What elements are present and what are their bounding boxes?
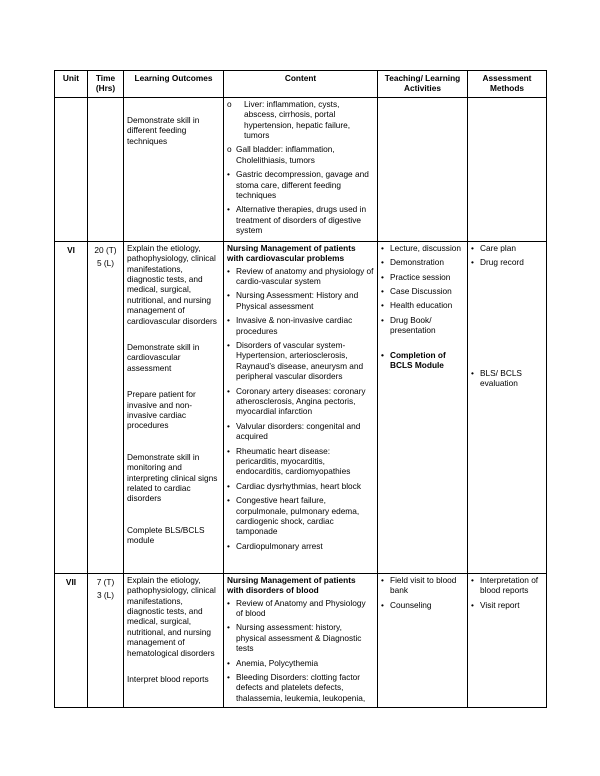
bullet-icon: • xyxy=(227,339,230,350)
bullet-icon: • xyxy=(471,599,474,610)
outcome-text: Demonstrate skill in cardiovascular assessment xyxy=(127,341,200,373)
syllabus-table xyxy=(54,70,547,708)
header-learning-outcomes: Learning Outcomes xyxy=(124,71,224,98)
bullet-icon: • xyxy=(381,574,384,585)
content-item: • Review of Anatomy and Physiology of blood xyxy=(227,597,366,618)
teaching-item: • Lecture, discussion xyxy=(381,242,462,253)
content-item: • Rheumatic heart disease: pericarditis, myocarditis, endocarditis, cardiomyopathies xyxy=(227,445,351,477)
row-unit-vi xyxy=(55,241,547,573)
bullet-icon: • xyxy=(227,315,230,326)
bullet-icon: • xyxy=(381,285,384,296)
content-item: • Review of anatomy and physiology of cardio-vascular system xyxy=(227,265,374,286)
content-item: • Anemia, Polycythemia xyxy=(227,657,319,668)
bullet-icon: • xyxy=(471,367,474,378)
content-item: • Alternative therapies, drugs used in treatment of disorders of digestive system xyxy=(227,204,367,236)
assessment-item: • Drug record xyxy=(471,257,524,268)
bullet-icon: • xyxy=(227,622,230,633)
circle-marker-icon: o xyxy=(227,98,232,109)
cell-teaching xyxy=(378,241,468,573)
content-item: • Cardiopulmonary arrest xyxy=(227,540,323,551)
teaching-item: • Health education xyxy=(381,300,453,311)
cell-unit-empty xyxy=(55,97,88,241)
unit-number: VII xyxy=(55,573,88,707)
outcome-text: Interpret blood reports xyxy=(127,673,209,684)
header-content: Content xyxy=(224,71,378,98)
content-item: • Cardiac dysrhythmias, heart block xyxy=(227,480,361,491)
bullet-icon: • xyxy=(381,242,384,253)
bullet-icon: • xyxy=(227,671,230,682)
header-time: Time (Hrs) xyxy=(88,71,124,98)
outcome-text: Complete BLS/BCLS module xyxy=(127,524,205,546)
circle-marker-icon: o xyxy=(227,144,232,155)
time-theory: 20 (T) xyxy=(94,244,117,255)
bullet-icon: • xyxy=(381,349,384,360)
cell-outcomes xyxy=(124,241,224,573)
content-item: • Bleeding Disorders: clotting factor defects and platelets defects, thalassemia, leukemia, leukopenia, xyxy=(227,671,366,703)
content-item: • Coronary artery diseases: coronary atherosclerosis, Angina pectoris, myocardial infarction xyxy=(227,385,366,417)
outcome-text: Demonstrate skill in monitoring and interpreting clinical signs related to cardiac disorders xyxy=(127,451,218,504)
bullet-icon: • xyxy=(381,599,384,610)
outcome-text: Explain the etiology, pathophysiology, clinical manifestations, diagnostic tests, and medical, surgical, nutritional, and nursing management of cardiovascular disorders xyxy=(127,242,217,326)
content-heading: Nursing Management of patients with cardiovascular problems xyxy=(227,242,356,264)
teaching-item: • Field visit to blood bank xyxy=(381,574,457,596)
cell-assessment xyxy=(468,573,547,707)
content-item: o Liver: inflammation, cysts, abscess, cirrhosis, portal hypertension, hepatic failure, tumors xyxy=(227,98,351,141)
bullet-icon: • xyxy=(227,445,230,456)
bullet-icon: • xyxy=(381,314,384,325)
bullet-icon: • xyxy=(381,300,384,311)
assessment-item-bls: • BLS/ BCLS evaluation xyxy=(471,367,522,388)
assessment-item: • Care plan xyxy=(471,242,516,253)
cell-content xyxy=(224,573,378,707)
content-item: • Invasive & non-invasive cardiac procedures xyxy=(227,315,353,336)
time-theory: 7 (T) xyxy=(96,576,115,587)
bullet-icon: • xyxy=(227,657,230,668)
bullet-icon: • xyxy=(227,420,230,431)
cell-outcomes xyxy=(124,97,224,241)
bullet-icon: • xyxy=(227,385,230,396)
time-lab: 5 (L) xyxy=(96,258,115,269)
bullet-icon: • xyxy=(471,257,474,268)
bullet-icon: • xyxy=(227,480,230,491)
bullet-icon: • xyxy=(227,540,230,551)
cell-time-empty xyxy=(88,97,124,241)
bullet-icon: • xyxy=(227,265,230,276)
cell-content xyxy=(224,241,378,573)
header-assessment-methods: Assessment Methods xyxy=(468,71,547,98)
teaching-item: • Demonstration xyxy=(381,257,444,268)
bullet-icon: • xyxy=(227,204,230,215)
cell-teaching xyxy=(378,573,468,707)
content-heading: Nursing Management of patients with disorders of blood xyxy=(227,574,356,596)
bullet-icon: • xyxy=(381,257,384,268)
row-continuation xyxy=(55,97,547,241)
cell-time xyxy=(88,241,124,573)
header-row xyxy=(55,71,547,98)
content-item: • Congestive heart failure, corpulmonale, pulmonary edema, cardiogenic shock, cardiac tamponade xyxy=(227,495,360,537)
teaching-item: • Case Discussion xyxy=(381,285,452,296)
bullet-icon: • xyxy=(471,242,474,253)
outcome-text: Demonstrate skill in different feeding techniques xyxy=(127,114,200,146)
assessment-item: • Visit report xyxy=(471,599,520,610)
teaching-item: • Drug Book/ presentation xyxy=(381,314,436,336)
cell-content xyxy=(224,97,378,241)
bullet-icon: • xyxy=(471,574,474,585)
outcome-text: Explain the etiology, pathophysiology, clinical manifestations, diagnostic tests, and medical, surgical, nutritional, and nursing management of hematological disorders xyxy=(127,574,216,658)
unit-number: VI xyxy=(55,241,88,573)
time-lab: 3 (L) xyxy=(96,590,115,601)
bullet-icon: • xyxy=(227,495,230,506)
cell-assessment xyxy=(468,241,547,573)
header-teaching-activities: Teaching/ Learning Activities xyxy=(378,71,468,98)
content-item: • Valvular disorders: congenital and acquired xyxy=(227,420,361,442)
bullet-icon: • xyxy=(227,169,230,180)
teaching-item: • Counseling xyxy=(381,599,432,610)
bullet-icon: • xyxy=(381,271,384,282)
content-item: • Gastric decompression, gavage and stoma care, different feeding techniques xyxy=(227,169,369,201)
content-item: • Nursing assessment: history, physical assessment & Diagnostic tests xyxy=(227,622,362,654)
teaching-item-bcls: • Completion of BCLS Module xyxy=(381,349,446,370)
content-item: • Nursing Assessment: History and Physical assessment xyxy=(227,290,359,311)
bullet-icon: • xyxy=(227,597,230,608)
content-item: • Disorders of vascular system- Hypertension, arteriosclerosis, Raynaud’s disease, aneurysm and peripheral vascular disorders xyxy=(227,339,364,382)
teaching-item: • Practice session xyxy=(381,271,451,282)
assessment-item: • Interpretation of blood reports xyxy=(471,574,539,596)
cell-time xyxy=(88,573,124,707)
cell-assessment-empty xyxy=(468,97,547,241)
header-unit: Unit xyxy=(55,71,88,98)
content-item: o Gall bladder: inflammation, Cholelithiasis, tumors xyxy=(227,144,335,165)
cell-outcomes xyxy=(124,573,224,707)
cell-teaching-empty xyxy=(378,97,468,241)
bullet-icon: • xyxy=(227,290,230,301)
row-unit-vii xyxy=(55,573,547,707)
outcome-text: Prepare patient for invasive and non-invasive cardiac procedures xyxy=(127,389,196,431)
